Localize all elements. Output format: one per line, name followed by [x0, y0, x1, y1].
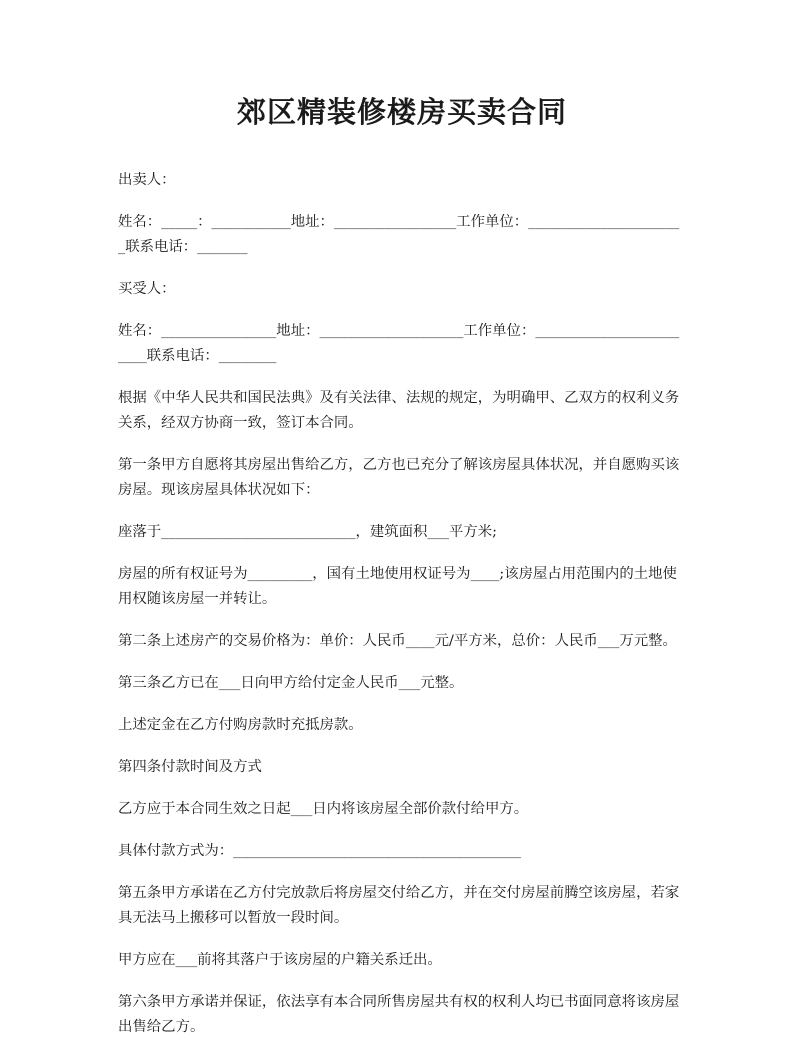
household-registration: 甲方应在___前将其落户于该房屋的户籍关系迁出。 [118, 952, 442, 968]
article-6: 第六条甲方承诺并保证，依法享有本合同所售房屋共有权的权利人均已书面同意将该房屋出售给乙方。 [118, 994, 680, 1035]
document-title: 郊区精装修楼房买卖合同 [236, 95, 567, 129]
article-4-heading: 第四条付款时间及方式 [118, 759, 262, 775]
article-2: 第二条上述房产的交易价格为：单价：人民币____元/平方米，总价：人民币___万元整。 [118, 633, 677, 649]
property-certificates: 房屋的所有权证号为_________，国有土地使用权证号为____;该房屋占用范围内的土地使用权随该房屋一并转让。 [118, 566, 677, 607]
payment-deadline: 乙方应于本合同生效之日起___日内将该房屋全部价款付给甲方。 [118, 801, 529, 817]
buyer-details: 姓名：________________地址：____________________工作单位：________________________联系电话：________ [118, 323, 680, 364]
deposit-note: 上述定金在乙方付购房款时充抵房款。 [118, 717, 363, 733]
article-1: 第一条甲方自愿将其房屋出售给乙方，乙方也已充分了解该房屋具体状况，并自愿购买该房屋。现该房屋具体状况如下： [118, 457, 680, 498]
article-5: 第五条甲方承诺在乙方付完放款后将房屋交付给乙方，并在交付房屋前腾空该房屋，若家具无法马上搬移可以暂放一段时间。 [118, 885, 680, 926]
payment-method: 具体付款方式为：________________________________________ [118, 843, 521, 859]
seller-heading: 出卖人： [118, 172, 176, 188]
article-3: 第三条乙方已在___日向甲方给付定金人民币___元整。 [118, 675, 464, 691]
property-location: 座落于___________________________，建筑面积___平方米; [118, 524, 498, 540]
seller-details: 姓名：_____：___________地址：_________________工作单位：______________________联系电话：_______ [118, 214, 680, 255]
buyer-heading: 买受人： [118, 281, 176, 297]
preamble: 根据《中华人民共和国民法典》及有关法律、法规的规定，为明确甲、乙双方的权利义务关系，经双方协商一致，签订本合同。 [118, 390, 680, 431]
